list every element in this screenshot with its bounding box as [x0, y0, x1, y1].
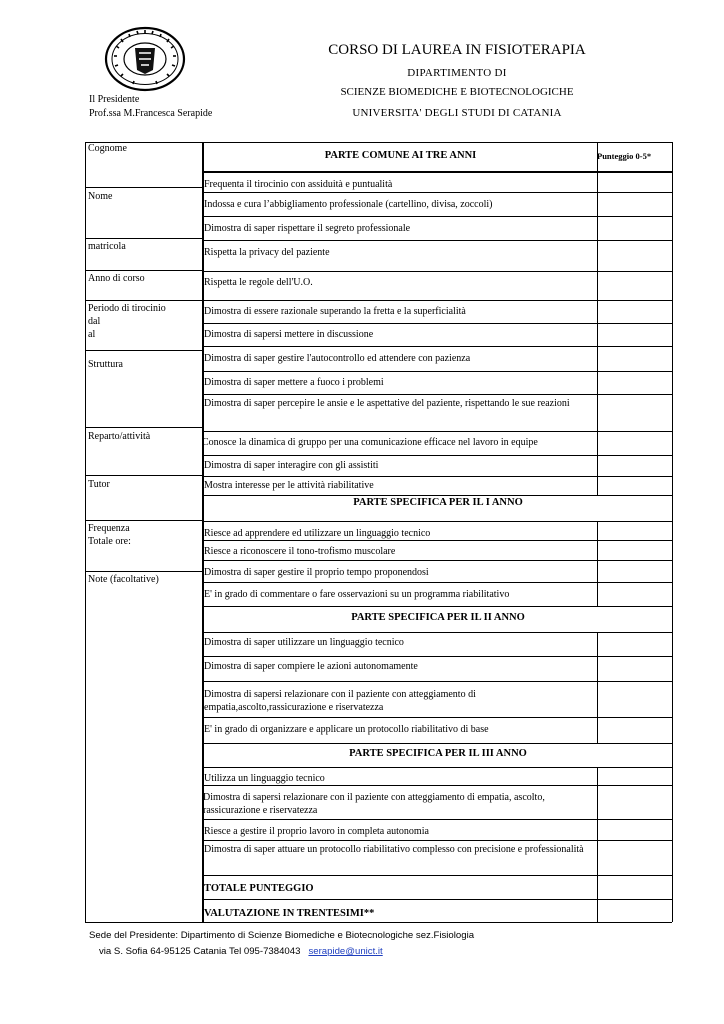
table-rule [202, 171, 672, 173]
table-rule [202, 431, 672, 432]
table-rule [85, 571, 202, 572]
course-title: CORSO DI LAUREA IN FISIOTERAPIA [328, 42, 586, 58]
common-item: Frequenta il tirocinio con assiduità e puntualità [204, 179, 393, 190]
common-item: Dimostra di saper interagire con gli assistiti [204, 460, 379, 471]
table-rule [202, 240, 672, 241]
total-score-label: TOTALE PUNTEGGIO [204, 883, 314, 894]
footer-address-line2 [99, 946, 383, 957]
year3-item: Dimostra di saper attuare un protocollo riabilitativo complesso con precisione e professionalità [204, 844, 584, 855]
president-role: Il Presidente [89, 94, 140, 105]
field-matricola[interactable]: matricola [88, 241, 126, 252]
year1-item: Riesce ad apprendere ed utilizzare un linguaggio tecnico [204, 528, 431, 539]
table-rule [202, 875, 672, 876]
table-rule [202, 582, 672, 583]
table-rule [202, 476, 672, 477]
year1-section-header: PARTE SPECIFICA PER IL I ANNO [353, 497, 523, 508]
table-rule [202, 743, 672, 744]
university-seal [103, 26, 187, 92]
common-item: Dimostra di saper rispettare il segreto professionale [204, 223, 411, 234]
table-rule [85, 922, 672, 923]
table-rule [202, 300, 672, 301]
table-rule [202, 899, 672, 900]
table-rule [85, 475, 202, 476]
field-tutor[interactable]: Tutor [88, 479, 110, 490]
table-rule [85, 300, 202, 301]
footer-address: via S. Sofia 64-95125 Catania Tel 095-7384043 [99, 946, 301, 957]
table-rule [85, 270, 202, 271]
president-name: Prof.ssa M.Francesca Serapide [89, 108, 213, 119]
table-rule [597, 142, 598, 495]
table-rule [85, 427, 202, 428]
department-name: SCIENZE BIOMEDICHE E BIOTECNOLOGICHE [340, 86, 574, 98]
common-item: Rispetta le regole dell'U.O. [204, 277, 313, 288]
table-rule [202, 606, 672, 607]
field-periodo[interactable]: Periodo di tirocinio [88, 303, 166, 314]
table-rule [202, 346, 672, 347]
field-reparto[interactable]: Reparto/attività [88, 431, 151, 442]
year3-item: Dimostra di sapersi relazionare con il paziente con atteggiamento di empatia, ascolto, rassicurazione e riservatezza [203, 792, 545, 816]
common-item: Indossa e cura l’abbigliamento professionale (cartellino, divisa, zoccoli) [204, 199, 493, 210]
table-rule [202, 632, 672, 633]
field-note[interactable]: Note (facoltative) [88, 574, 159, 585]
year2-item: Dimostra di sapersi relazionare con il paziente con atteggiamento di empatia,ascolto,rassicurazione e riservatezza [204, 689, 476, 713]
table-rule [597, 632, 598, 743]
footer-email-link[interactable]: serapide@unict.it [308, 946, 383, 957]
table-rule [202, 371, 672, 372]
common-item: Dimostra di saper percepire le ansie e le aspettative del paziente, rispettando le sue reazioni [204, 398, 570, 409]
field-dal[interactable]: dal [88, 316, 101, 327]
table-rule [85, 238, 202, 239]
table-rule [202, 681, 672, 682]
common-item: Rispetta la privacy del paziente [204, 247, 330, 258]
field-nome[interactable]: Nome [88, 191, 113, 202]
year2-item: Dimostra di saper compiere le azioni autonomamente [204, 661, 418, 672]
table-rule [85, 187, 202, 188]
field-struttura[interactable]: Struttura [88, 359, 123, 370]
table-rule [202, 216, 672, 217]
common-item: Dimostra di essere razionale superando la fretta e la superficialità [204, 306, 466, 317]
table-rule [202, 717, 672, 718]
field-cognome[interactable]: Cognome [88, 143, 127, 154]
table-rule [85, 350, 202, 351]
common-item: Mostra interesse per le attività riabilitative [204, 480, 374, 491]
department-label: DIPARTIMENTO DI [407, 67, 507, 79]
table-rule [202, 455, 672, 456]
year2-section-header: PARTE SPECIFICA PER IL II ANNO [351, 612, 525, 623]
table-rule [85, 142, 672, 143]
table-rule [85, 142, 86, 922]
table-rule [202, 323, 672, 324]
common-section-header: PARTE COMUNE AI TRE ANNI [324, 150, 477, 161]
field-al[interactable]: al [88, 329, 96, 340]
table-rule [597, 521, 598, 606]
common-item: Dimostra di sapersi mettere in discussione [204, 329, 374, 340]
table-rule [202, 271, 672, 272]
year3-item: Utilizza un linguaggio tecnico [204, 773, 325, 784]
year1-item: E' in grado di commentare o fare osservazioni su un programma riabilitativo [204, 589, 510, 600]
table-rule [202, 785, 672, 786]
year3-section-header: PARTE SPECIFICA PER IL III ANNO [349, 748, 527, 759]
table-rule [202, 560, 672, 561]
table-rule [202, 656, 672, 657]
table-rule [202, 767, 672, 768]
table-rule [202, 840, 672, 841]
score-header: Punteggio 0-5* [597, 151, 652, 161]
table-rule [85, 520, 202, 521]
table-rule [202, 540, 672, 541]
footer-address-line1: Sede del Presidente: Dipartimento di Scienze Biomediche e Biotecnologiche sez.Fisiologia [89, 930, 475, 941]
grade-label: VALUTAZIONE IN TRENTESIMI** [204, 908, 375, 919]
field-anno[interactable]: Anno di corso [88, 273, 145, 284]
common-item: Conosce la dinamica di gruppo per una comunicazione efficace nel lavoro in equipe [202, 437, 538, 448]
table-rule [202, 819, 672, 820]
field-totale-ore[interactable]: Totale ore: [88, 536, 131, 547]
common-item: Dimostra di saper mettere a fuoco i problemi [204, 377, 384, 388]
year1-item: Dimostra di saper gestire il proprio tempo proponendosi [204, 567, 429, 578]
university-name: UNIVERSITA' DEGLI STUDI DI CATANIA [352, 107, 562, 119]
year1-item: Riesce a riconoscere il tono-trofismo muscolare [204, 546, 396, 557]
year3-item: Riesce a gestire il proprio lavoro in completa autonomia [204, 826, 429, 837]
common-item: Dimostra di saper gestire l'autocontrollo ed attendere con pazienza [204, 353, 471, 364]
table-rule [202, 192, 672, 193]
year2-item: E' in grado di organizzare e applicare un protocollo riabilitativo di base [204, 724, 489, 735]
table-rule [202, 521, 672, 522]
field-frequenza[interactable]: Frequenza [88, 523, 130, 534]
year2-item: Dimostra di saper utilizzare un linguaggio tecnico [204, 637, 404, 648]
table-rule [202, 495, 672, 496]
table-rule [672, 142, 673, 922]
